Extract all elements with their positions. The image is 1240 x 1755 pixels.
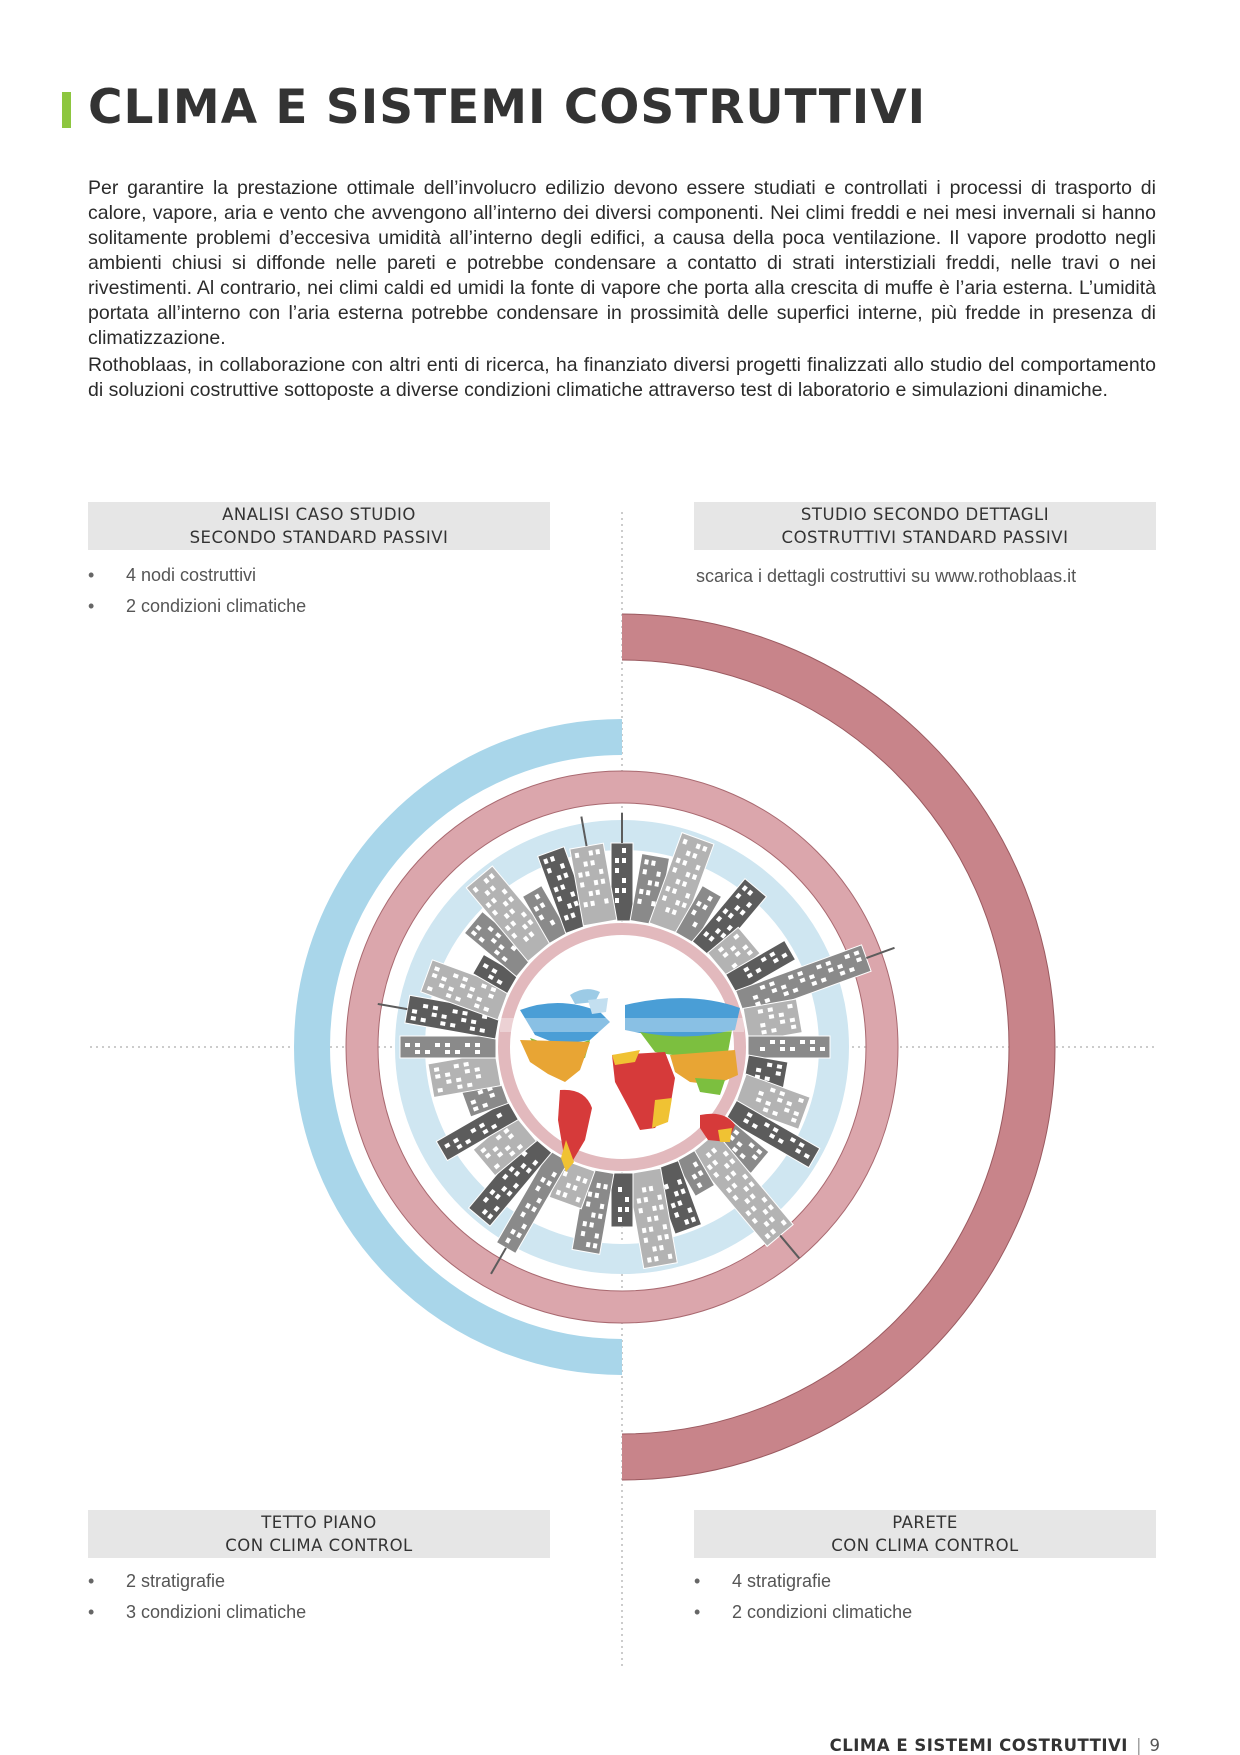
list-item: • 2 condizioni climatiche xyxy=(88,591,306,622)
footer-title: CLIMA E SISTEMI COSTRUTTIVI xyxy=(829,1736,1128,1755)
case-study-title-line1: ANALISI CASO STUDIO xyxy=(222,505,416,524)
wall-title-line1: PARETE xyxy=(892,1513,958,1532)
flat-roof-title-line2: CON CLIMA CONTROL xyxy=(225,1536,413,1555)
building xyxy=(748,1036,830,1058)
intro-paragraph-2: Rothoblaas, in collaborazione con altri enti di ricerca, ha finanziato diversi progetti finalizzati allo studio del comportamento di soluzioni costruttive sottoposte a diverse condizioni climatiche attraverso test di laboratorio e simulazioni dinamiche. xyxy=(88,354,1156,401)
flat-roof-title-line1: TETTO PIANO xyxy=(261,1513,377,1532)
construction-details-title-line2: COSTRUTTIVI STANDARD PASSIVI xyxy=(781,528,1069,547)
footer-separator: | xyxy=(1135,1736,1142,1755)
flat-roof-list xyxy=(88,1566,306,1628)
wall-list xyxy=(694,1566,912,1628)
list-item: • 3 condizioni climatiche xyxy=(88,1597,306,1628)
construction-details-title-line1: STUDIO SECONDO DETTAGLI xyxy=(800,505,1050,524)
building xyxy=(611,1173,633,1227)
page-title: CLIMA E SISTEMI COSTRUTTIVI xyxy=(88,80,927,135)
building xyxy=(400,1036,496,1058)
list-item: • 2 stratigrafie xyxy=(88,1566,306,1597)
list-item: • 2 condizioni climatiche xyxy=(694,1597,912,1628)
intro-paragraph-1: Per garantire la prestazione ottimale dell’involucro edilizio devono essere studiati e controllati i processi di trasporto di calore, vapore, aria e vento che avvengono all’interno dei diversi componenti. Nei climi freddi e nei mesi invernali si hanno solitamente problemi d’eccesiva umidità all’interno degli edifici, a causa della poca ventilazione. Il vapore prodotto negli ambienti chiusi si diffonde nelle pareti e potrebbe condensare a contatto di strati interstiziali freddi, nelle travi o nei rivestimenti. Al contrario, nei climi caldi ed umidi la fonte di vapore che porta alla crescita di muffe è l’aria esterna. L’umidità portata all’interno con l’aria esterna potrebbe condensare in prossimità delle superfici interne, più fredde in presenza di climatizzazione. xyxy=(88,177,1156,349)
wall-title-line2: CON CLIMA CONTROL xyxy=(831,1536,1019,1555)
wall-title-box xyxy=(694,1510,1156,1558)
page-footer xyxy=(830,1736,1160,1755)
case-study-title-box xyxy=(88,502,550,550)
case-study-list xyxy=(88,560,306,622)
flat-roof-title-box xyxy=(88,1510,550,1558)
download-details-text: scarica i dettagli costruttivi su www.rothoblaas.it xyxy=(696,566,1077,586)
list-item: • 4 nodi costruttivi xyxy=(88,560,306,591)
case-study-title-line2: SECONDO STANDARD PASSIVI xyxy=(189,528,449,547)
list-item: • 4 stratigrafie xyxy=(694,1566,912,1597)
construction-details-title-box xyxy=(694,502,1156,550)
page-number: 9 xyxy=(1149,1736,1160,1755)
